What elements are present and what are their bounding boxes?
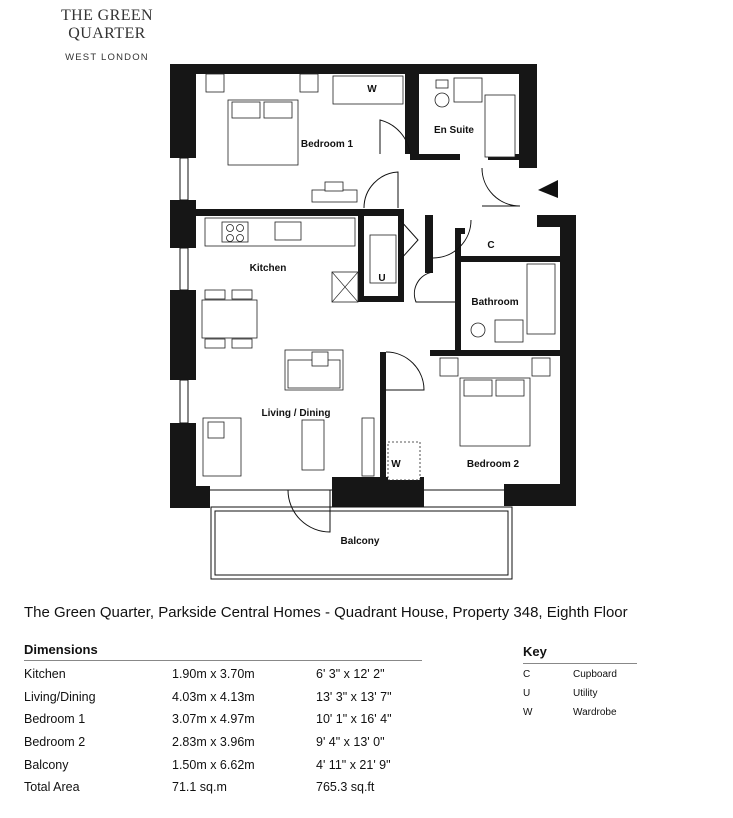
key-meaning: Cupboard (573, 669, 617, 680)
key-code: W (523, 707, 533, 718)
key-meaning: Utility (573, 688, 598, 699)
imperial-size: 9' 4" x 13' 0" (316, 735, 385, 750)
table-row (24, 706, 422, 729)
wardrobe-label: W (367, 84, 377, 95)
key-heading: Key (523, 644, 637, 664)
bedroom1-label: Bedroom 1 (300, 139, 354, 150)
wardrobe-bedroom2-label: W (391, 459, 401, 470)
table-row (24, 729, 422, 752)
brand-location: WEST LONDON (65, 52, 149, 63)
key-legend (523, 644, 637, 721)
utility-label: U (378, 273, 386, 284)
balcony-label: Balcony (340, 536, 380, 547)
imperial-size: 10' 1" x 16' 4" (316, 712, 392, 727)
brand-name: THE GREEN QUARTER (60, 7, 154, 42)
key-code: C (523, 669, 531, 680)
imperial-size: 13' 3" x 13' 7" (316, 689, 392, 704)
en-suite-fittings (435, 78, 515, 157)
room-name: Balcony (24, 757, 69, 772)
dimensions-heading: Dimensions (24, 642, 422, 661)
metric-size: 1.90m x 3.70m (172, 667, 255, 681)
living-dining-label: Living / Dining (261, 408, 331, 419)
imperial-size: 6' 3" x 12' 2" (316, 667, 385, 681)
table-row (24, 684, 422, 707)
room-name: Bedroom 1 (24, 712, 86, 727)
metric-size: 3.07m x 4.97m (172, 712, 255, 727)
key-meaning: Wardrobe (573, 707, 617, 718)
imperial-size: 765.3 sq.ft (316, 780, 375, 795)
room-name: Total Area (24, 780, 80, 795)
bedroom1-desk (312, 182, 357, 202)
key-code: U (523, 688, 531, 699)
cupboard-label: C (487, 240, 495, 251)
bedroom1-bed (206, 74, 318, 165)
windows-left (180, 158, 188, 423)
en-suite-label: En Suite (433, 125, 475, 136)
metric-size: 4.03m x 4.13m (172, 689, 255, 704)
table-row (24, 752, 422, 775)
dining-table (202, 290, 257, 348)
room-name: Bedroom 2 (24, 735, 86, 750)
list-item (523, 702, 637, 721)
imperial-size: 4' 11" x 21' 9" (316, 757, 391, 772)
metric-size: 2.83m x 3.96m (172, 735, 255, 750)
room-name: Living/Dining (24, 689, 96, 704)
bedroom2-label: Bedroom 2 (466, 459, 520, 470)
metric-size: 1.50m x 6.62m (172, 757, 255, 772)
metric-size: 71.1 sq.m (172, 780, 227, 795)
list-item (523, 664, 637, 683)
table-row (24, 774, 422, 797)
kitchen-counter (205, 218, 358, 302)
room-name: Kitchen (24, 667, 66, 681)
table-row (24, 661, 422, 684)
entrance-arrow-icon (538, 180, 558, 198)
list-item (523, 683, 637, 702)
property-title: The Green Quarter, Parkside Central Homes - Quadrant House, Property 348, Eighth Floor (24, 604, 628, 621)
bathroom-label: Bathroom (471, 297, 519, 308)
bedroom2-bed (440, 358, 550, 446)
dimensions-table (24, 642, 422, 797)
kitchen-label: Kitchen (249, 263, 287, 274)
